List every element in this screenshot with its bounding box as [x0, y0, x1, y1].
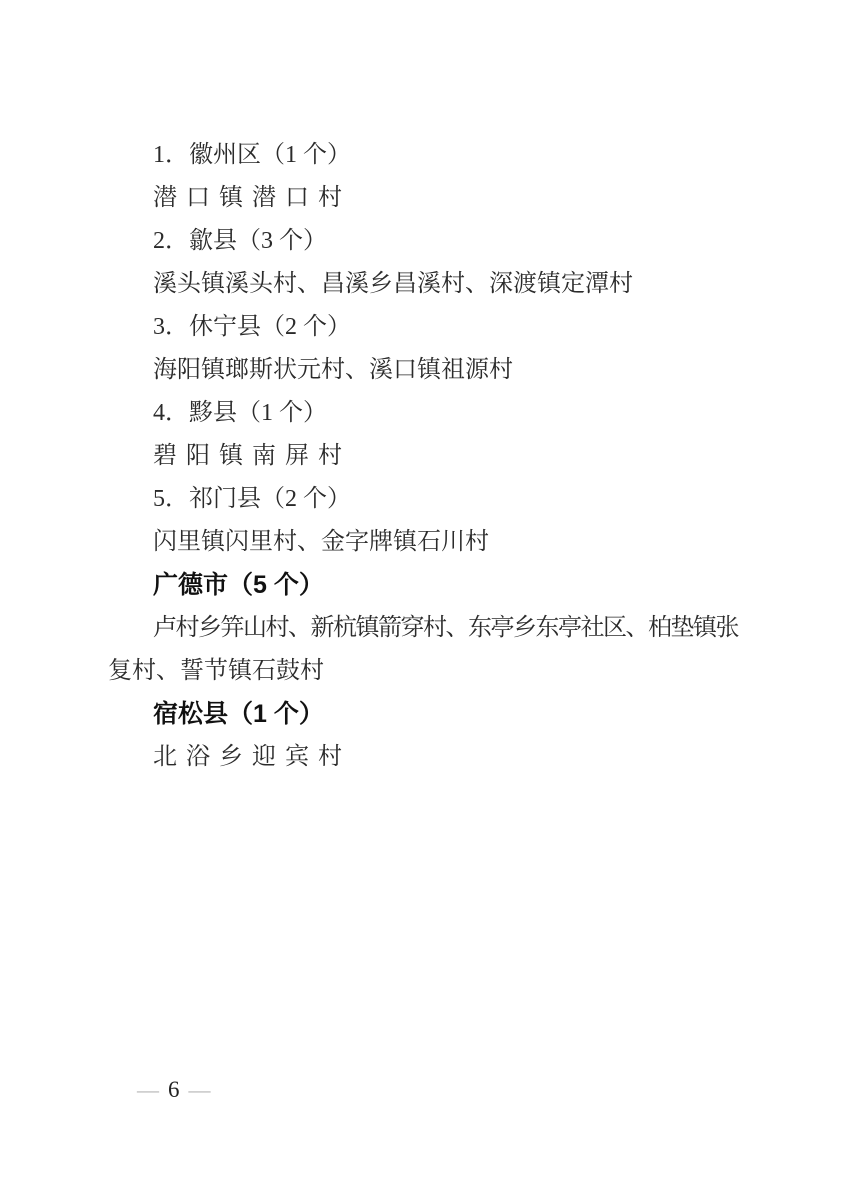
list-item-heading-huizhou: 1．徽州区（1 个）	[153, 142, 351, 168]
village-list-qimen: 闪里镇闪里村、金字牌镇石川村	[153, 529, 489, 555]
list-item-heading-yixian: 4．黟县（1 个）	[153, 400, 327, 426]
list-item-heading-qimen: 5．祁门县（2 个）	[153, 486, 351, 512]
list-item-heading-shexian: 2．歙县（3 个）	[153, 228, 327, 254]
footer-dash-right: —	[188, 1077, 211, 1102]
village-list-huizhou: 潜口镇潜口村	[153, 185, 351, 211]
list-item-heading-xiuning: 3．休宁县（2 个）	[153, 314, 351, 340]
page-footer	[137, 1074, 211, 1106]
village-list-xiuning: 海阳镇瑯斯状元村、溪口镇祖源村	[153, 357, 513, 383]
page-number: 6	[168, 1077, 180, 1102]
document-body	[108, 134, 744, 779]
village-list-yixian: 碧阳镇南屏村	[153, 443, 351, 469]
village-list-guangde-line2: 复村、誓节镇石鼓村	[108, 658, 324, 684]
section-heading-susong: 宿松县（1 个）	[153, 700, 324, 728]
village-list-shexian: 溪头镇溪头村、昌溪乡昌溪村、深渡镇定潭村	[153, 271, 633, 297]
village-list-guangde-line1: 卢村乡笄山村、新杭镇箭穿村、东亭乡东亭社区、柏垫镇张	[153, 615, 738, 641]
village-list-susong: 北浴乡迎宾村	[153, 744, 351, 770]
section-heading-guangde: 广德市（5 个）	[153, 571, 324, 599]
footer-dash-left: —	[137, 1077, 159, 1102]
